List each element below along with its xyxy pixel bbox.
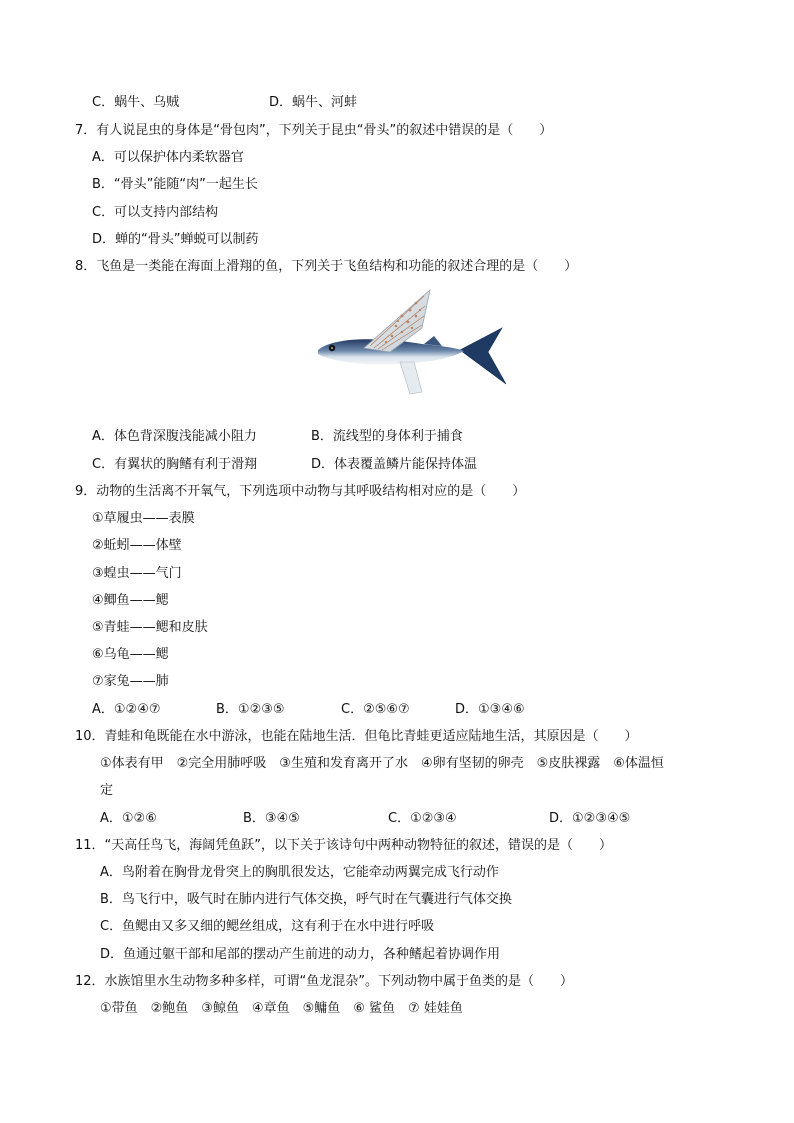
question-9-item: ②蚯蚓——体壁	[92, 538, 182, 553]
question-11-option-c: C．鱼鳃由又多又细的鳃丝组成，这有利于在水中进行呼吸	[100, 919, 435, 934]
question-8-option-c: C．有翼状的胸鳍有利于滑翔	[92, 457, 258, 472]
question-11-option-b: B．鸟飞行中，吸气时在肺内进行气体交换，呼气时在气囊进行气体交换	[100, 892, 512, 907]
question-9-option-d: D．①③④⑥	[455, 702, 525, 717]
question-7-option-c: C．可以支持内部结构	[92, 205, 219, 220]
option-d: D．蜗牛、河蚌	[269, 95, 358, 110]
question-8-option-b: B．流线型的身体利于捕食	[311, 429, 463, 444]
question-9-item: ①草履虫——表膜	[92, 511, 195, 526]
option-c: C．蜗牛、乌贼	[92, 95, 180, 110]
question-9-option-c: C．②⑤⑥⑦	[341, 702, 410, 717]
question-8-stem: 8．飞鱼是一类能在海面上滑翔的鱼，下列关于飞鱼结构和功能的叙述合理的是（ ）	[75, 259, 578, 274]
question-10-option-c: C．①②③④	[388, 811, 457, 826]
question-11-option-a: A．鸟附着在胸骨龙骨突上的胸肌很发达，它能牵动两翼完成飞行动作	[100, 865, 499, 880]
question-10-option-a: A．①②⑥	[100, 811, 157, 826]
question-9-item: ③蝗虫——气门	[92, 566, 182, 581]
question-9-option-b: B．①②③⑤	[216, 702, 285, 717]
question-7-option-b: B．“骨头”能随“肉”一起生长	[92, 177, 258, 192]
question-9-option-a: A．①②④⑦	[92, 702, 161, 717]
question-9-item: ⑦家兔——肺	[92, 674, 169, 689]
question-9-item: ⑥乌龟——鳃	[92, 647, 169, 662]
question-10-items: ①体表有甲 ②完全用肺呼吸 ③生殖和发育离开了水 ④卵有坚韧的卵壳 ⑤皮肤裸露 ⑥体温恒	[100, 756, 664, 771]
question-9-stem: 9．动物的生活离不开氧气，下列选项中动物与其呼吸结构相对应的是（ ）	[75, 484, 526, 499]
question-9-item: ④鲫鱼——鳃	[92, 593, 169, 608]
flying-fish-image	[312, 288, 508, 398]
question-8-option-d: D．体表覆盖鳞片能保持体温	[311, 457, 478, 472]
question-10-items-cont: 定	[100, 783, 114, 798]
question-10-option-b: B．③④⑤	[243, 811, 300, 826]
question-7-option-d: D．蝉的“骨头”蝉蜕可以制药	[92, 232, 259, 247]
question-11-stem: 11．“天高任鸟飞，海阔凭鱼跃”，以下关于该诗句中两种动物特征的叙述，错误的是（ ）	[75, 838, 613, 853]
question-12-items: ①带鱼 ②鲍鱼 ③鲸鱼 ④章鱼 ⑤鳙鱼 ⑥ 鲨鱼 ⑦ 娃娃鱼	[100, 1001, 463, 1016]
question-9-item: ⑤青蛙——鳃和皮肤	[92, 620, 208, 635]
question-7-stem: 7．有人说昆虫的身体是“骨包肉”，下列关于昆虫“骨头”的叙述中错误的是（ ）	[75, 123, 553, 138]
question-8-option-a: A．体色背深腹浅能减小阻力	[92, 429, 257, 444]
question-7-option-a: A．可以保护体内柔软器官	[92, 150, 244, 165]
question-10-option-d: D．①②③④⑤	[549, 811, 631, 826]
question-11-option-d: D．鱼通过躯干部和尾部的摆动产生前进的动力，各种鳍起着协调作用	[100, 947, 501, 962]
question-12-stem: 12．水族馆里水生动物多种多样，可谓“鱼龙混杂”。下列动物中属于鱼类的是（ ）	[75, 974, 574, 989]
question-10-stem: 10．青蛙和龟既能在水中游泳，也能在陆地生活．但龟比青蛙更适应陆地生活，其原因是（ ）	[75, 729, 638, 744]
